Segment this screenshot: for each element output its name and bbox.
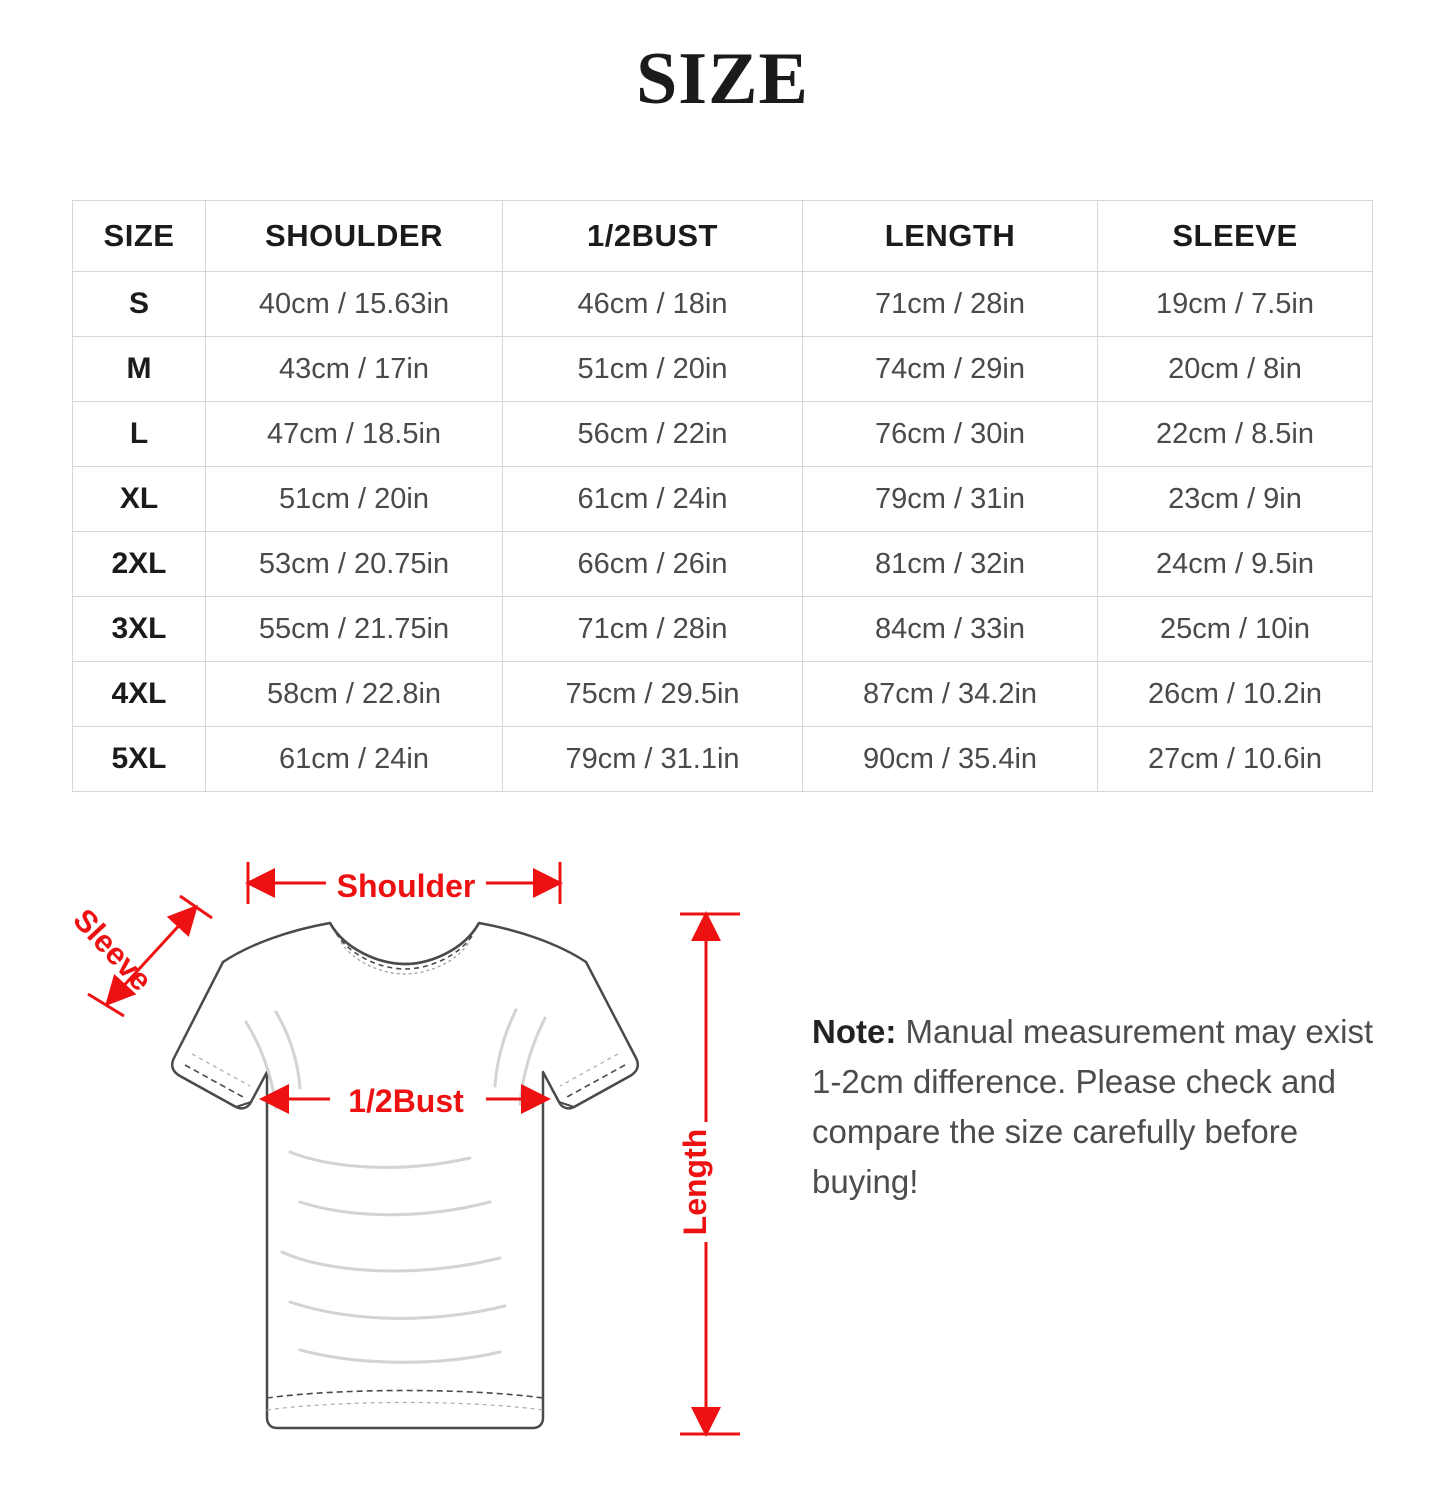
cell-shoulder: 43cm / 17in [206,337,503,402]
cell-size: 4XL [73,662,206,727]
column-header-length: LENGTH [803,201,1098,272]
size-chart-table [72,200,1373,792]
cell-sleeve: 26cm / 10.2in [1098,662,1373,727]
table-row [73,532,1373,597]
cell-bust: 71cm / 28in [503,597,803,662]
cell-length: 84cm / 33in [803,597,1098,662]
cell-size: 5XL [73,727,206,792]
cell-size: 2XL [73,532,206,597]
cell-sleeve: 24cm / 9.5in [1098,532,1373,597]
cell-length: 79cm / 31in [803,467,1098,532]
cell-bust: 66cm / 26in [503,532,803,597]
cell-size: M [73,337,206,402]
table-row [73,402,1373,467]
cell-shoulder: 55cm / 21.75in [206,597,503,662]
column-header-sleeve: SLEEVE [1098,201,1373,272]
half-bust-label: 1/2Bust [348,1083,464,1119]
table-row [73,597,1373,662]
cell-bust: 46cm / 18in [503,272,803,337]
tshirt-outline [172,923,638,1428]
table-row [73,467,1373,532]
cell-shoulder: 53cm / 20.75in [206,532,503,597]
cell-shoulder: 51cm / 20in [206,467,503,532]
length-label: Length [677,1128,713,1236]
cell-length: 76cm / 30in [803,402,1098,467]
cell-length: 87cm / 34.2in [803,662,1098,727]
cell-length: 71cm / 28in [803,272,1098,337]
page-title: SIZE [636,38,809,120]
cell-size: 3XL [73,597,206,662]
table-row [73,662,1373,727]
size-chart-table-container [72,200,1372,792]
note-label: Note: [812,1013,897,1050]
cell-sleeve: 20cm / 8in [1098,337,1373,402]
cell-bust: 51cm / 20in [503,337,803,402]
table-row [73,727,1373,792]
shoulder-label: Shoulder [336,868,476,904]
column-header-size: SIZE [73,201,206,272]
note-text: Manual measurement may exist 1-2cm difference. Please check and compare the size carefully before buying! [812,1013,1374,1201]
cell-bust: 61cm / 24in [503,467,803,532]
cell-length: 74cm / 29in [803,337,1098,402]
cell-length: 90cm / 35.4in [803,727,1098,792]
cell-length: 81cm / 32in [803,532,1098,597]
column-header-bust: 1/2BUST [503,201,803,272]
cell-bust: 79cm / 31.1in [503,727,803,792]
table-row [73,337,1373,402]
table-row [73,272,1373,337]
cell-sleeve: 25cm / 10in [1098,597,1373,662]
cell-shoulder: 40cm / 15.63in [206,272,503,337]
cell-sleeve: 27cm / 10.6in [1098,727,1373,792]
column-header-shoulder: SHOULDER [206,201,503,272]
cell-shoulder: 61cm / 24in [206,727,503,792]
cell-shoulder: 58cm / 22.8in [206,662,503,727]
cell-bust: 56cm / 22in [503,402,803,467]
cell-size: S [73,272,206,337]
cell-size: L [73,402,206,467]
tshirt-measurement-diagram [0,822,790,1462]
cell-size: XL [73,467,206,532]
note-block [812,1007,1382,1208]
cell-sleeve: 22cm / 8.5in [1098,402,1373,467]
cell-sleeve: 23cm / 9in [1098,467,1373,532]
cell-sleeve: 19cm / 7.5in [1098,272,1373,337]
sleeve-label: Sleeve [66,901,159,998]
cell-bust: 75cm / 29.5in [503,662,803,727]
table-header-row [73,201,1373,272]
cell-shoulder: 47cm / 18.5in [206,402,503,467]
